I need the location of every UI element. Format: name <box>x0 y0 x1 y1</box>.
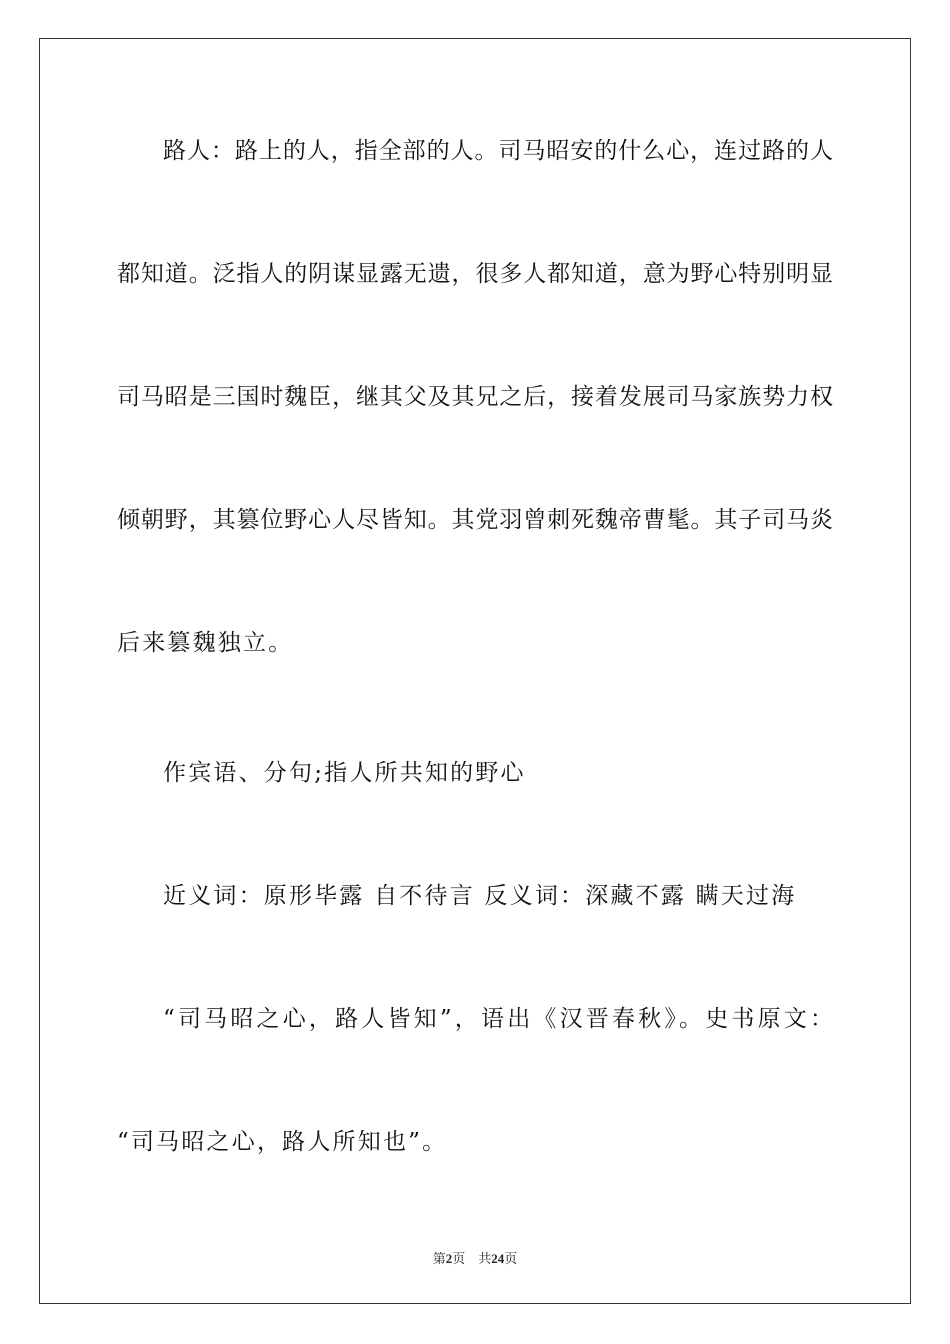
footer-total-prefix: 共 <box>478 1251 492 1266</box>
footer-page-suffix: 页 <box>452 1251 466 1266</box>
footer-total-pages: 24 <box>491 1251 505 1266</box>
paragraph-line: “司马昭之心，路人所知也”。 <box>117 1129 448 1155</box>
page-footer <box>0 1248 950 1267</box>
paragraph-line: 都知道。泛指人的阴谋显露无遗，很多人都知道，意为野心特别明显 <box>117 261 833 287</box>
paragraph-line: 倾朝野，其篡位野心人尽皆知。其党羽曾刺死魏帝曹髦。其子司马炎 <box>117 507 833 533</box>
paragraph-line: 司马昭是三国时魏臣，继其父及其兄之后，接着发展司马家族势力权 <box>117 384 833 410</box>
paragraph-line: 作宾语、分句;指人所共知的野心 <box>163 760 526 786</box>
footer-page-prefix: 第 <box>432 1251 446 1266</box>
footer-page-number: 2 <box>445 1251 453 1266</box>
paragraph-line: 后来篡魏独立。 <box>117 630 294 656</box>
paragraph-line: 近义词：原形毕露 自不待言 反义词：深藏不露 瞒天过海 <box>163 883 797 909</box>
page-border <box>39 38 911 1304</box>
paragraph-line: 路人：路上的人，指全部的人。司马昭安的什么心，连过路的人 <box>163 138 833 164</box>
footer-total-suffix: 页 <box>504 1251 518 1266</box>
paragraph-line: “司马昭之心，路人皆知”，语出《汉晋春秋》。史书原文： <box>163 1006 833 1032</box>
